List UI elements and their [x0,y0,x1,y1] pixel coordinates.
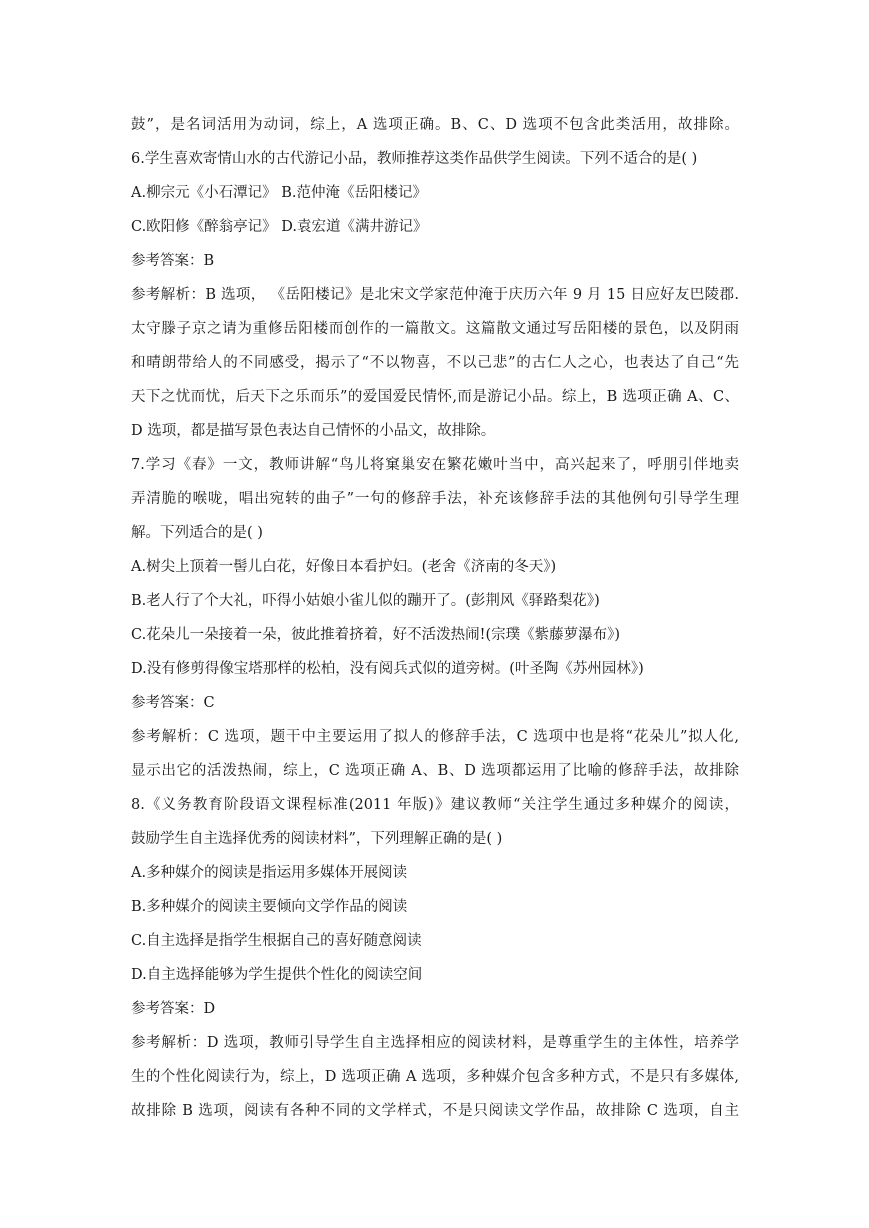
question-7-stem: 解。下列适合的是( ) [131,525,263,541]
question-8-option-b: B.多种媒介的阅读主要倾向文学作品的阅读 [131,899,408,915]
question-8-option-c: C.自主选择是指学生根据自己的喜好随意阅读 [131,933,422,949]
question-8-stem: 8.《义务教育阶段语文课程标准(2011 年版)》建议教师“关注学生通过多种媒介的阅读， [131,797,739,813]
question-8-analysis: 参考解析：D 选项，教师引导学生自主选择相应的阅读材料，是尊重学生的主体性，培养学 [131,1035,739,1051]
question-6-options-ab: A.柳宗元《小石潭记》 B.范仲淹《岳阳楼记》 [131,185,427,201]
question-8-analysis: 故排除 B 选项，阅读有各种不同的文学样式，不是只阅读文学作品，故排除 C 选项，自主 [131,1103,739,1119]
question-6-answer: 参考答案：B [131,253,215,269]
question-7-option-b: B.老人行了个大礼，吓得小姑娘小雀儿似的蹦开了。(彭荆风《驿路梨花》) [131,593,600,609]
question-7-option-a: A.树尖上顶着一髻儿白花，好像日本看护妇。(老舍《济南的冬天》) [131,559,557,575]
question-6-analysis: D 选项，都是描写景色表达自己情怀的小品文，故排除。 [131,423,496,439]
question-8-option-d: D.自主选择能够为学生提供个性化的阅读空间 [131,967,423,983]
question-6-stem: 6.学生喜欢寄情山水的古代游记小品，教师推荐这类作品供学生阅读。下列不适合的是( ) [131,151,698,167]
question-7-analysis: 参考解析：C 选项，题干中主要运用了拟人的修辞手法，C 选项中也是将“花朵儿”拟人化, [131,729,739,745]
question-7-option-d: D.没有修剪得像宝塔那样的松柏，没有阅兵式似的道旁树。(叶圣陶《苏州园林》) [131,661,644,677]
question-7-analysis: 显示出它的活泼热闹，综上，C 选项正确 A、B、D 选项都运用了比喻的修辞手法，故排除 [131,763,739,779]
question-8-stem: 鼓励学生自主选择优秀的阅读材料”，下列理解正确的是( ) [131,831,503,847]
question-6-options-cd: C.欧阳修《醉翁亭记》 D.袁宏道《满井游记》 [131,219,428,235]
question-6-analysis: 参考解析：B 选项， 《岳阳楼记》是北宋文学家范仲淹于庆历六年 9 月 15 日应好友巴陵郡. [131,287,739,303]
question-7-stem: 7.学习《春》一文，教师讲解“鸟儿将窠巢安在繁花嫩叶当中，高兴起来了，呼朋引伴地卖 [131,457,739,473]
question-6-analysis: 太守滕子京之请为重修岳阳楼而创作的一篇散文。这篇散文通过写岳阳楼的景色，以及阴雨 [131,321,739,337]
question-8-answer: 参考答案：D [131,1001,216,1017]
question-7-stem: 弄清脆的喉咙，唱出宛转的曲子”一句的修辞手法，补充该修辞手法的其他例句引导学生理 [131,491,739,507]
question-8-option-a: A.多种媒介的阅读是指运用多媒体开展阅读 [131,865,408,881]
text-line: 鼓”，是名词活用为动词，综上，A 选项正确。B、C、D 选项不包含此类活用，故排除。 [131,117,739,133]
question-6-analysis: 天下之忧而忧，后天下之乐而乐”的爱国爱民情怀,而是游记小品。综上，B 选项正确 A、C、 [131,389,739,405]
document-body [131,108,739,1128]
question-7-answer: 参考答案：C [131,695,215,711]
question-7-option-c: C.花朵儿一朵接着一朵，彼此推着挤着，好不活泼热闹!(宗璞《紫藤萝瀑布》) [131,627,621,643]
question-8-analysis: 生的个性化阅读行为，综上，D 选项正确 A 选项，多种媒介包含多种方式，不是只有多媒体, [131,1069,739,1085]
question-6-analysis: 和晴朗带给人的不同感受，揭示了“不以物喜，不以己悲”的古仁人之心，也表达了自己“先 [131,355,739,371]
